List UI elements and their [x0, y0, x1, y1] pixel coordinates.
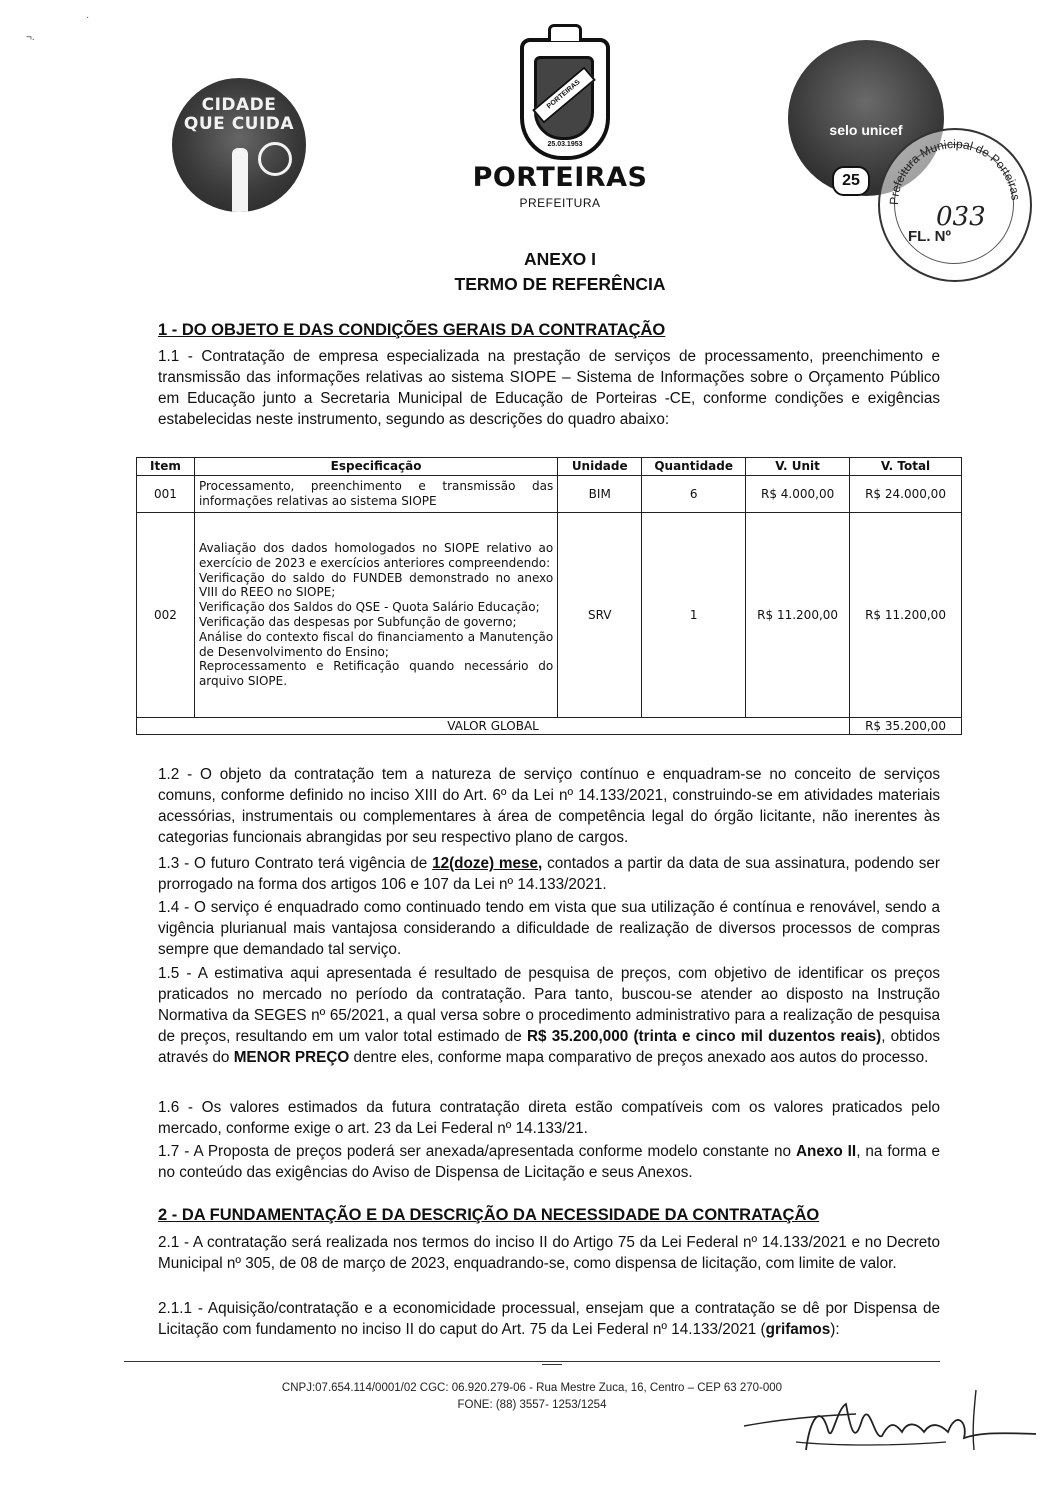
document-title: TERMO DE REFERÊNCIA	[454, 274, 666, 294]
section-1-heading: 1 - DO OBJETO E DAS CONDIÇÕES GERAIS DA CONTRATAÇÃO	[158, 321, 666, 339]
paragraph-1-1: 1.1 - Contratação de empresa especializada na prestação de serviços de processamento, preenchimento e transmissão das informações relativas ao sistema SIOPE – Sistema de Informações sobre o Orçamento Público em Educação junto a Secretaria Municipal de Educação de Porteiras -CE, conforme condições e exigências estabelecidas neste instrumento, segundo as descrições do quadro abaixo:	[158, 348, 940, 428]
cell-unit: BIM	[558, 476, 642, 513]
cell-unit-value: R$ 4.000,00	[746, 476, 850, 513]
global-value-label: VALOR GLOBAL	[137, 718, 850, 735]
section-2-heading: 2 - DA FUNDAMENTAÇÃO E DA DESCRIÇÃO DA NECESSIDADE DA CONTRATAÇÃO	[158, 1206, 820, 1224]
paragraph-1-7	[158, 1141, 940, 1183]
paragraph-1-2: 1.2 - O objeto da contratação tem a natureza de serviço contínuo e enquadram-se no conceito de serviços comuns, conforme definido no inciso XIII do Art. 6º da Lei nº 14.133/2021, construindo-se em atividades materiais acessórias, instrumentais ou complementares à área de competência legal do órgão licitante, não inerentes às categorias funcionais abrangidas por seu respectivo plano de cargos.	[158, 766, 940, 846]
crest-band-text: PORTEIRAS	[532, 66, 596, 123]
crest-date: 25.03.1953	[547, 141, 583, 148]
municipal-crest-logo	[520, 38, 610, 160]
p1-5-text-end: dentre eles, conforme mapa comparativo de preços anexado aos autos do processo.	[349, 1049, 929, 1066]
paragraph-1-5	[158, 963, 940, 1068]
cell-item: 002	[137, 513, 195, 718]
table-header-row	[137, 458, 962, 476]
items-table	[136, 457, 962, 735]
cell-unit-value: R$ 11.200,00	[746, 513, 850, 718]
crest-crown-shape	[548, 24, 582, 41]
stamp-arc-text: Prefeitura Municipal de Porteiras	[886, 136, 1023, 206]
paragraph-2-1-1	[158, 1298, 940, 1340]
paragraph-1-3	[158, 853, 940, 895]
spec-line: Verificação das despesas por Subfunção de governo;	[198, 615, 517, 629]
svg-text:Prefeitura Municipal de Portei	[887, 137, 1023, 205]
cell-qty: 6	[642, 476, 746, 513]
scan-mark: ·	[86, 12, 90, 23]
footer-divider	[124, 1361, 940, 1362]
p1-3-text: 1.3 - O futuro Contrato terá vigência de	[158, 855, 433, 872]
cell-item: 001	[137, 476, 195, 513]
cell-spec	[194, 513, 557, 718]
p2-1-1-emphasis: grifamos	[765, 1321, 831, 1338]
logo-left-text: CIDADE QUE CUIDA	[183, 95, 295, 134]
selo-unicef-text: selo unicef	[829, 122, 903, 138]
global-value: R$ 35.200,00	[850, 718, 962, 735]
cell-total: R$ 24.000,00	[850, 476, 962, 513]
page-number-stamp	[878, 128, 1032, 282]
logo-left-ring-shape	[258, 142, 292, 176]
col-header-qty: Quantidade	[642, 458, 746, 476]
p1-7-text-end: , na forma e no conteúdo das exigências do Aviso de Dispensa de Licitação e seus Anexos.	[158, 1143, 941, 1181]
paragraph-1-4: 1.4 - O serviço é enquadrado como continuado tendo em vista que sua utilização é contínua e renovável, sendo a vigência plurianual mais vantajosa considerando a dificuldade de realização de diversos processos de compras sempre que demandado tal serviço.	[158, 899, 940, 958]
cell-total: R$ 11.200,00	[850, 513, 962, 718]
handwritten-signature	[736, 1380, 1036, 1470]
col-header-item: Item	[137, 458, 195, 476]
spec-line: Avaliação dos dados homologados no SIOPE relativo ao exercício de 2023 e exercícios anteriores compreendendo:	[198, 541, 554, 570]
cidade-que-cuida-logo	[172, 78, 306, 212]
p2-1-1-text: 2.1.1 - Aquisição/contratação e a economicidade processual, ensejam que a contratação se dê por Dispensa de Licitação com fundamento no inciso II do caput do Art. 75 da Lei Federal nº 14.133/2021 (	[158, 1300, 940, 1338]
spec-line: Análise do contexto fiscal do financiamento a Manutenção de Desenvolvimento do Ensino;	[198, 629, 554, 659]
p1-5-amount: R$ 35.200,000 (trinta e cinco mil duzentos reais)	[526, 1028, 882, 1045]
col-header-unit: Unidade	[558, 458, 642, 476]
p1-3-text-end: contados a partir da data de sua assinatura, podendo ser prorrogado na forma dos artigos 106 e 107 da Lei nº 14.133/2021.	[158, 855, 940, 893]
selo-unicef-number: 25	[832, 166, 870, 196]
table-row	[137, 476, 962, 513]
footer-divider-mark	[542, 1364, 562, 1365]
col-header-total: V. Total	[850, 458, 962, 476]
annex-title: ANEXO I	[524, 249, 596, 269]
p1-5-text-mid: , obtidos através do	[158, 1028, 940, 1066]
p1-5-criterion: MENOR PREÇO	[233, 1049, 350, 1066]
scan-mark: ¬.	[26, 32, 35, 43]
p1-7-annex: Anexo II	[795, 1143, 857, 1160]
col-header-unit-value: V. Unit	[746, 458, 850, 476]
p1-7-text: 1.7 - A Proposta de preços poderá ser anexada/apresentada conforme modelo constante no	[158, 1143, 796, 1160]
spec-line: Reprocessamento e Retificação quando necessário do arquivo SIOPE.	[198, 659, 554, 689]
table-row	[137, 513, 962, 718]
paragraph-2-1: 2.1 - A contratação será realizada nos termos do inciso II do Artigo 75 da Lei Federal nº 14.133/2021 e no Decreto Municipal nº 305, de 08 de março de 2023, enquadrando-se, como dispensa de licitação, com limite de valor.	[158, 1234, 940, 1272]
p1-5-text: 1.5 - A estimativa aqui apresentada é resultado de pesquisa de preços, com objetivo de identificar os preços praticados no mercado no período da contratação. Para tanto, buscou-se atender ao disposto na Instrução Normativa da SEGES nº 65/2021, a qual versa sobre o procedimento administrativo para a realização de pesquisa de preços, resultando em um valor total estimado de	[158, 965, 940, 1045]
footer-address: CNPJ:07.654.114/0001/02 CGC: 06.920.279-06 - Rua Mestre Zuca, 16, Centro – CEP 63 270-000	[281, 1382, 783, 1394]
stamp-fl-label: FL. Nº	[908, 228, 951, 245]
spec-line: Verificação do saldo do FUNDEB demonstrado no anexo VIII do REEO no SIOPE;	[198, 570, 554, 600]
cell-qty: 1	[642, 513, 746, 718]
footer-phone: FONE: (88) 3557- 1253/1254	[457, 1399, 607, 1411]
spec-line: Verificação dos Saldos do QSE - Quota Salário Educação;	[198, 600, 540, 615]
brand-title: PORTEIRAS	[472, 162, 648, 193]
p1-3-duration: 12(doze) mese,	[432, 855, 543, 872]
table-total-row	[137, 718, 962, 735]
cell-spec: Processamento, preenchimento e transmissão das informações relativas ao sistema SIOPE	[194, 476, 557, 513]
brand-subtitle: PREFEITURA	[519, 196, 601, 210]
cell-unit: SRV	[558, 513, 642, 718]
logo-left-stem-shape	[232, 148, 248, 212]
p2-1-1-text-end: ):	[830, 1321, 840, 1338]
paragraph-1-6: 1.6 - Os valores estimados da futura contratação direta estão compatíveis com os valores praticados pelo mercado, conforme exige o art. 23 da Lei Federal nº 14.133/21.	[158, 1099, 940, 1137]
col-header-spec: Especificação	[194, 458, 557, 476]
stamp-page-number: 033	[936, 202, 986, 232]
